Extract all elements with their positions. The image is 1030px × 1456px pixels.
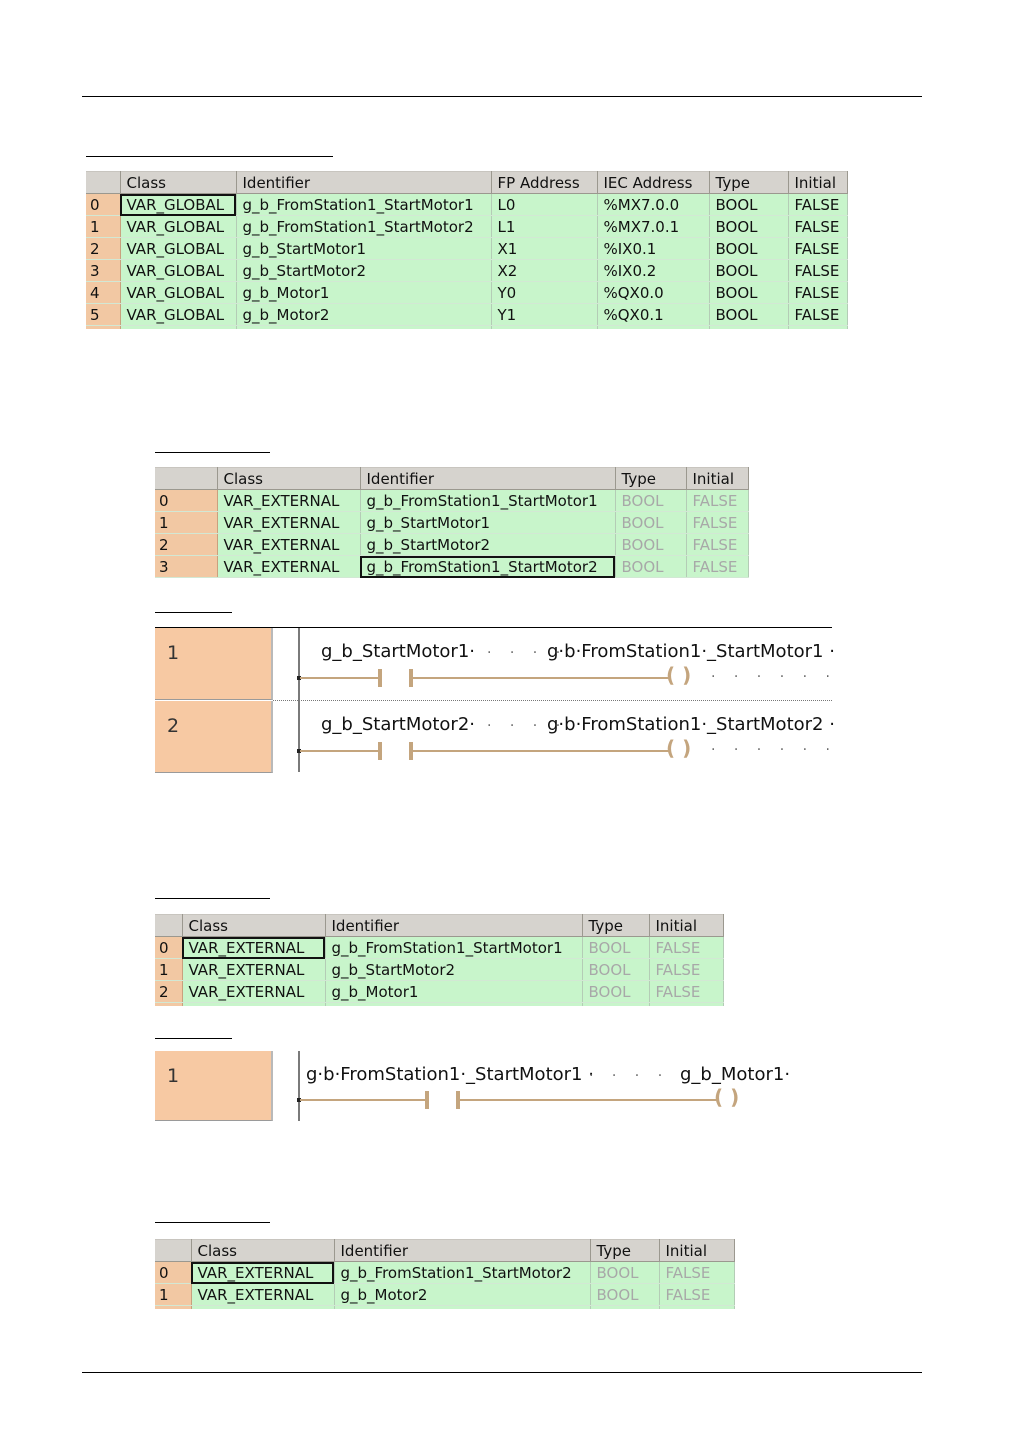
table-row[interactable]: [155, 959, 723, 981]
identifier-cell[interactable]: g_b_StartMotor2: [236, 260, 491, 282]
wire: [300, 1099, 426, 1101]
row-number[interactable]: 0: [155, 490, 217, 512]
table-row[interactable]: [86, 238, 847, 260]
network-number[interactable]: 1: [155, 628, 273, 700]
table-tail: [86, 326, 847, 330]
identifier-cell[interactable]: g_b_FromStation1_StartMotor1: [325, 937, 582, 959]
fp-address-cell[interactable]: L1: [491, 216, 597, 238]
identifier-cell[interactable]: g_b_Motor1: [236, 282, 491, 304]
table-row[interactable]: [86, 304, 847, 326]
identifier-cell[interactable]: g_b_Motor1: [325, 981, 582, 1003]
pou1-ladder-diagram: [155, 627, 837, 773]
type-cell[interactable]: BOOL: [582, 981, 649, 1003]
row-number[interactable]: 1: [86, 216, 120, 238]
contact-bar-left: [378, 669, 382, 687]
column-header-type[interactable]: Type: [615, 468, 686, 490]
class-cell[interactable]: VAR_GLOBAL: [120, 260, 236, 282]
table-row[interactable]: [86, 260, 847, 282]
class-cell[interactable]: VAR_GLOBAL: [120, 304, 236, 326]
corner-cell: [155, 915, 182, 937]
row-number[interactable]: 0: [86, 194, 120, 216]
pou1-heading-underline: [155, 452, 270, 453]
column-header-initial[interactable]: Initial: [659, 1240, 734, 1262]
initial-cell[interactable]: FALSE: [686, 556, 748, 578]
row-number[interactable]: 0: [155, 1262, 191, 1284]
pou2-heading-underline: [155, 898, 270, 899]
pou1-body-heading-underline: [155, 612, 232, 613]
type-cell[interactable]: BOOL: [590, 1262, 659, 1284]
column-header-iec-address[interactable]: IEC Address: [597, 172, 709, 194]
fp-address-cell[interactable]: X2: [491, 260, 597, 282]
leader-dots: · · · ·: [487, 718, 568, 734]
identifier-cell[interactable]: g_b_Motor2: [236, 304, 491, 326]
table-row[interactable]: [155, 490, 748, 512]
coil-label[interactable]: g·b·FromStation1·_StartMotor2 ·: [547, 714, 835, 735]
row-number[interactable]: 1: [155, 1284, 191, 1306]
iec-address-cell[interactable]: %MX7.0.1: [597, 216, 709, 238]
class-cell[interactable]: VAR_GLOBAL: [120, 282, 236, 304]
table-row[interactable]: [155, 1284, 734, 1306]
class-cell[interactable]: VAR_EXTERNAL: [182, 937, 325, 959]
type-cell[interactable]: BOOL: [582, 937, 649, 959]
initial-cell[interactable]: FALSE: [649, 981, 723, 1003]
trailing-dots: · · · · · ·: [711, 669, 837, 685]
fp-address-cell[interactable]: L0: [491, 194, 597, 216]
pou3-heading-underline: [155, 1222, 270, 1223]
coil-label[interactable]: g·b·FromStation1·_StartMotor1 ·: [547, 641, 835, 662]
table-row[interactable]: [155, 937, 723, 959]
iec-address-cell[interactable]: %IX0.1: [597, 238, 709, 260]
initial-cell[interactable]: FALSE: [649, 937, 723, 959]
fp-address-cell[interactable]: Y0: [491, 282, 597, 304]
row-number[interactable]: 3: [86, 260, 120, 282]
corner-cell: [155, 468, 217, 490]
initial-cell[interactable]: FALSE: [686, 490, 748, 512]
coil-label[interactable]: g_b_Motor1·: [680, 1064, 791, 1085]
column-header-class[interactable]: Class: [191, 1240, 334, 1262]
table-row[interactable]: [155, 512, 748, 534]
fp-address-cell[interactable]: X1: [491, 238, 597, 260]
identifier-cell[interactable]: g_b_FromStation1_StartMotor2: [236, 216, 491, 238]
row-number[interactable]: 4: [86, 282, 120, 304]
iec-address-cell[interactable]: %MX7.0.0: [597, 194, 709, 216]
table-row[interactable]: [86, 282, 847, 304]
footer-rule: [82, 1372, 922, 1373]
wire: [413, 750, 669, 752]
header-row: [155, 1240, 734, 1262]
network-separator: [273, 700, 832, 701]
identifier-cell[interactable]: g_b_FromStation1_StartMotor2: [334, 1262, 590, 1284]
corner-cell: [86, 172, 120, 194]
column-header-identifier[interactable]: Identifier: [236, 172, 491, 194]
initial-cell[interactable]: FALSE: [659, 1284, 734, 1306]
pou3-variable-table: [155, 1239, 735, 1309]
class-cell[interactable]: VAR_GLOBAL: [120, 194, 236, 216]
column-header-identifier[interactable]: Identifier: [334, 1240, 590, 1262]
identifier-cell[interactable]: g_b_FromStation1_StartMotor1: [360, 490, 615, 512]
identifier-cell[interactable]: g_b_StartMotor2: [325, 959, 582, 981]
initial-cell[interactable]: FALSE: [686, 512, 748, 534]
leader-dots: · · · ·: [487, 645, 568, 661]
class-cell[interactable]: VAR_EXTERNAL: [182, 959, 325, 981]
pou2-body-heading-underline: [155, 1038, 232, 1039]
contact-label[interactable]: g_b_StartMotor2·: [321, 714, 476, 735]
row-number[interactable]: 5: [86, 304, 120, 326]
initial-cell[interactable]: FALSE: [788, 194, 847, 216]
network-number[interactable]: 1: [155, 1051, 273, 1121]
trailing-dots: · · · · · ·: [711, 742, 837, 758]
iec-address-cell[interactable]: %QX0.0: [597, 282, 709, 304]
contact-bar-left: [425, 1091, 429, 1109]
type-cell[interactable]: BOOL: [709, 304, 788, 326]
column-header-type[interactable]: Type: [709, 172, 788, 194]
row-number[interactable]: 1: [155, 959, 182, 981]
wire: [300, 677, 380, 679]
identifier-cell[interactable]: g_b_FromStation1_StartMotor2: [360, 556, 615, 578]
initial-cell[interactable]: FALSE: [788, 238, 847, 260]
global-heading-underline: [86, 156, 333, 157]
coil-symbol[interactable]: ( ): [666, 663, 692, 687]
identifier-cell[interactable]: g_b_FromStation1_StartMotor1: [236, 194, 491, 216]
table-row[interactable]: [155, 534, 748, 556]
iec-address-cell[interactable]: %IX0.2: [597, 260, 709, 282]
type-cell[interactable]: BOOL: [615, 512, 686, 534]
column-header-class[interactable]: Class: [120, 172, 236, 194]
table-tail: [155, 1306, 734, 1310]
column-header-initial[interactable]: Initial: [649, 915, 723, 937]
initial-cell[interactable]: FALSE: [659, 1262, 734, 1284]
contact-bar-left: [378, 742, 382, 760]
type-cell[interactable]: BOOL: [590, 1284, 659, 1306]
header-row: [155, 915, 723, 937]
type-cell[interactable]: BOOL: [709, 216, 788, 238]
header-rule: [82, 96, 922, 97]
class-cell[interactable]: VAR_EXTERNAL: [217, 534, 360, 556]
class-cell[interactable]: VAR_GLOBAL: [120, 238, 236, 260]
table-row[interactable]: [86, 194, 847, 216]
row-number[interactable]: 2: [155, 981, 182, 1003]
type-cell[interactable]: BOOL: [709, 194, 788, 216]
coil-symbol[interactable]: ( ): [666, 736, 692, 760]
wire: [460, 1099, 718, 1101]
class-cell[interactable]: VAR_GLOBAL: [120, 216, 236, 238]
type-cell[interactable]: BOOL: [709, 238, 788, 260]
row-number[interactable]: 0: [155, 937, 182, 959]
class-cell[interactable]: VAR_EXTERNAL: [182, 981, 325, 1003]
table-tail: [155, 1003, 723, 1007]
type-cell[interactable]: BOOL: [582, 959, 649, 981]
wire: [413, 677, 669, 679]
initial-cell[interactable]: FALSE: [649, 959, 723, 981]
type-cell[interactable]: BOOL: [615, 556, 686, 578]
network-number[interactable]: 2: [155, 701, 273, 773]
table-row[interactable]: [155, 556, 748, 578]
leader-dots: · · · ·: [589, 1068, 670, 1084]
header-row: [155, 468, 748, 490]
class-cell[interactable]: VAR_EXTERNAL: [217, 512, 360, 534]
global-variable-table: [86, 171, 848, 329]
class-cell[interactable]: VAR_EXTERNAL: [191, 1284, 334, 1306]
class-cell[interactable]: VAR_EXTERNAL: [217, 556, 360, 578]
iec-address-cell[interactable]: %QX0.1: [597, 304, 709, 326]
column-header-type[interactable]: Type: [582, 915, 649, 937]
initial-cell[interactable]: FALSE: [686, 534, 748, 556]
column-header-type[interactable]: Type: [590, 1240, 659, 1262]
identifier-cell[interactable]: g_b_StartMotor1: [360, 512, 615, 534]
class-cell[interactable]: VAR_EXTERNAL: [191, 1262, 334, 1284]
header-row: [86, 172, 847, 194]
initial-cell[interactable]: FALSE: [788, 260, 847, 282]
row-number[interactable]: 1: [155, 512, 217, 534]
column-header-identifier[interactable]: Identifier: [360, 468, 615, 490]
left-power-rail: [298, 1051, 300, 1121]
type-cell[interactable]: BOOL: [709, 260, 788, 282]
column-header-initial[interactable]: Initial: [686, 468, 748, 490]
type-cell[interactable]: BOOL: [615, 490, 686, 512]
row-number[interactable]: 2: [86, 238, 120, 260]
type-cell[interactable]: BOOL: [615, 534, 686, 556]
table-row[interactable]: [155, 981, 723, 1003]
pou2-variable-table: [155, 914, 724, 1006]
pou2-ladder-diagram: [155, 1050, 791, 1122]
class-cell[interactable]: VAR_EXTERNAL: [217, 490, 360, 512]
table-row[interactable]: [86, 216, 847, 238]
row-number[interactable]: 3: [155, 556, 217, 578]
contact-label[interactable]: g·b·FromStation1·_StartMotor1 ·: [306, 1064, 594, 1085]
column-header-initial[interactable]: Initial: [788, 172, 847, 194]
identifier-cell[interactable]: g_b_StartMotor2: [360, 534, 615, 556]
type-cell[interactable]: BOOL: [709, 282, 788, 304]
identifier-cell[interactable]: g_b_StartMotor1: [236, 238, 491, 260]
column-header-identifier[interactable]: Identifier: [325, 915, 582, 937]
initial-cell[interactable]: FALSE: [788, 216, 847, 238]
initial-cell[interactable]: FALSE: [788, 282, 847, 304]
pou1-variable-table: [155, 467, 749, 578]
contact-label[interactable]: g_b_StartMotor1·: [321, 641, 476, 662]
initial-cell[interactable]: FALSE: [788, 304, 847, 326]
column-header-class[interactable]: Class: [217, 468, 360, 490]
wire: [300, 750, 380, 752]
row-number[interactable]: 2: [155, 534, 217, 556]
table-row[interactable]: [155, 1262, 734, 1284]
identifier-cell[interactable]: g_b_Motor2: [334, 1284, 590, 1306]
corner-cell: [155, 1240, 191, 1262]
column-header-class[interactable]: Class: [182, 915, 325, 937]
fp-address-cell[interactable]: Y1: [491, 304, 597, 326]
column-header-fp-address[interactable]: FP Address: [491, 172, 597, 194]
coil-symbol[interactable]: ( ): [714, 1085, 740, 1109]
